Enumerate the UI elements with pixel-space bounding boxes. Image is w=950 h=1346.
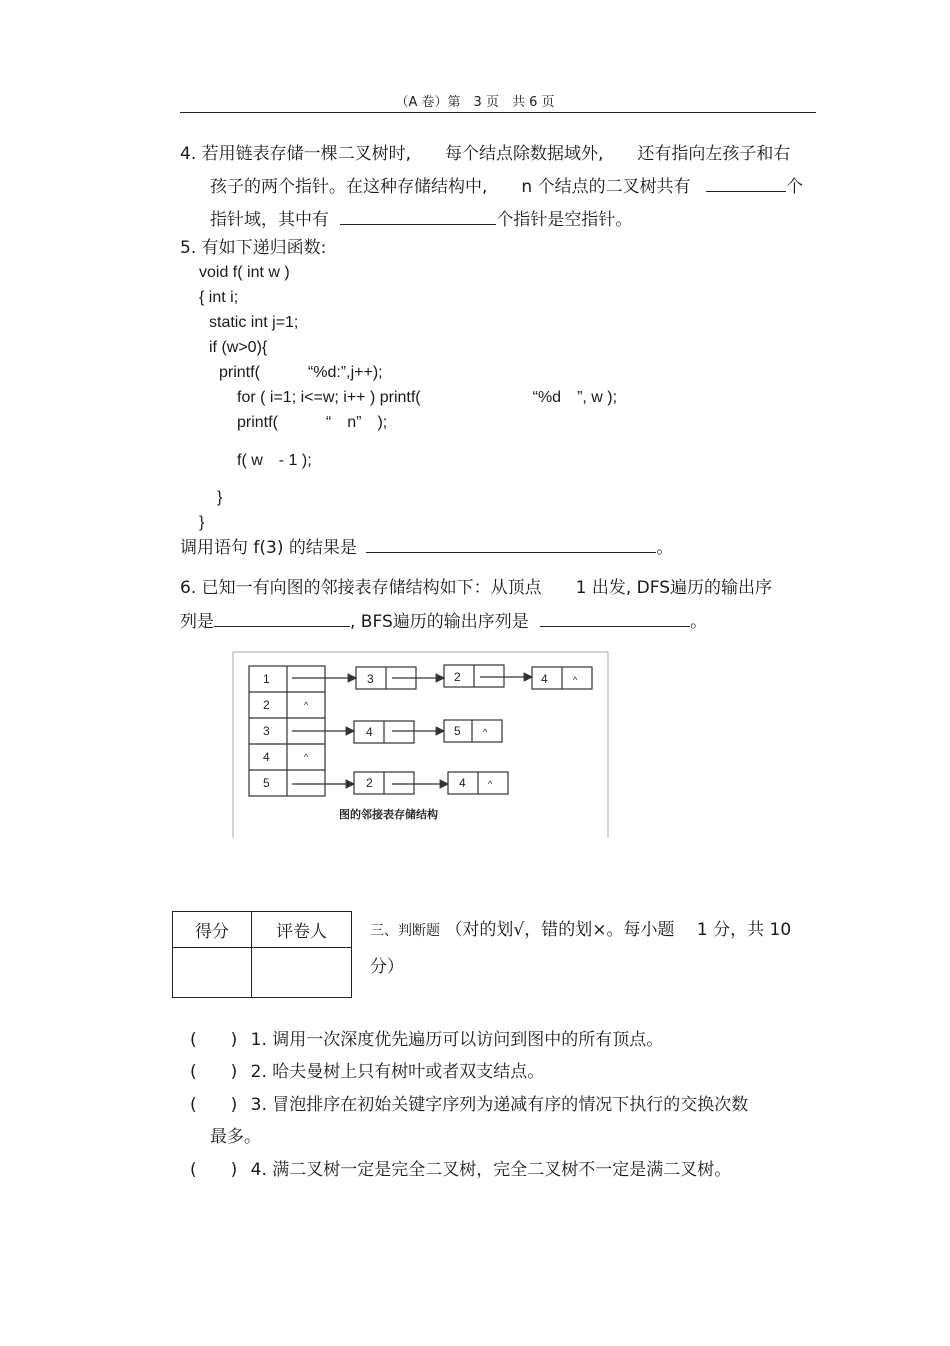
code-line: } <box>217 489 223 506</box>
q4-line2-text: 孩子的两个指针。在这种存储结构中, n 个结点的二叉树共有 <box>210 177 691 197</box>
score-header: 得分 <box>173 912 252 948</box>
header-rule <box>180 112 816 113</box>
section3-title <box>370 919 791 942</box>
null-mark: ^ <box>483 727 488 737</box>
code-line: void f( int w ) <box>199 264 290 281</box>
q6-line2-text: 列是 <box>180 612 214 632</box>
adjacency-list-figure <box>232 651 610 839</box>
score-cell[interactable] <box>173 948 252 998</box>
tf-answer-paren[interactable]: ( ) <box>190 1062 238 1082</box>
tf-text-continued: 最多。 <box>210 1127 261 1147</box>
q5-call-text: 调用语句 f(3) 的结果是 <box>180 538 357 558</box>
tf-text: 1. 调用一次深度优先遍历可以访问到图中的所有顶点。 <box>250 1030 664 1050</box>
null-mark: ^ <box>573 675 578 685</box>
tf-item <box>190 1061 544 1083</box>
tf-answer-paren[interactable]: ( ) <box>190 1095 238 1115</box>
q6-blank-bfs[interactable] <box>540 610 690 627</box>
q5-call-end: 。 <box>656 538 674 558</box>
code-line: f( w - 1 ); <box>237 452 312 469</box>
tf-text: 4. 满二叉树一定是完全二叉树，完全二叉树不一定是满二叉树。 <box>250 1160 732 1180</box>
vertex-label: 3 <box>263 724 270 738</box>
score-table <box>172 911 352 998</box>
section3-title-label: 三、判断题 <box>370 923 440 939</box>
tf-item <box>190 1094 748 1116</box>
q5-blank-result[interactable] <box>366 536 656 553</box>
code-line: if (w>0){ <box>209 339 268 356</box>
null-mark: ^ <box>488 779 493 789</box>
grader-cell[interactable] <box>252 948 352 998</box>
section3-title-rest: （对的划√，错的划×。每小题 1 分，共 10 <box>445 920 792 940</box>
list-node-value: 2 <box>454 670 461 684</box>
q4-line3 <box>210 208 632 231</box>
vertex-label: 5 <box>263 776 270 790</box>
tf-text: 3. 冒泡排序在初始关键字序列为递减有序的情况下执行的交换次数 <box>250 1095 749 1115</box>
q6-line1: 6. 已知一有向图的邻接表存储结构如下：从顶点 1 出发, DFS遍历的输出序 <box>180 578 773 598</box>
code-line: { int i; <box>199 289 239 306</box>
list-node-value: 4 <box>366 725 373 739</box>
list-node-value: 3 <box>367 672 374 686</box>
vertex-label: 2 <box>263 698 270 712</box>
vertex-label: 1 <box>263 672 270 686</box>
q6-blank-dfs[interactable] <box>214 610 350 627</box>
tf-text: 2. 哈夫曼树上只有树叶或者双支结点。 <box>250 1062 545 1082</box>
tf-answer-paren[interactable]: ( ) <box>190 1030 238 1050</box>
q4-blank-pointer-count[interactable] <box>706 175 786 192</box>
q6-line2-mid: , BFS遍历的输出序列是 <box>350 612 529 632</box>
q4-line1: 4. 若用链表存储一棵二叉树时, 每个结点除数据域外, 还有指向左孩子和右 <box>180 144 791 164</box>
figure-caption: 图的邻接表存储结构 <box>339 809 438 821</box>
page-header: （A 卷）第 3 页 共 6 页 <box>395 95 555 110</box>
q6-line2-end: 。 <box>690 612 708 632</box>
code-line: } <box>199 514 205 531</box>
section3-title-line2: 分） <box>370 957 404 977</box>
tf-item <box>190 1159 731 1181</box>
null-mark: ^ <box>304 700 309 710</box>
q6-line2 <box>180 610 707 633</box>
code-line: printf( “%d:”,j++); <box>219 364 383 381</box>
q5-call-line <box>180 536 673 559</box>
tf-answer-paren[interactable]: ( ) <box>190 1160 238 1180</box>
q4-line2 <box>210 175 803 198</box>
list-node-value: 5 <box>454 724 461 738</box>
tf-item <box>190 1029 663 1051</box>
grader-header: 评卷人 <box>252 912 352 948</box>
q4-line3-text: 指针域，其中有 <box>210 210 329 230</box>
code-line: for ( i=1; i<=w; i++ ) printf( “%d ”, w ); <box>237 389 618 406</box>
q4-blank-null-count[interactable] <box>340 208 496 225</box>
list-node-value: 4 <box>541 672 548 686</box>
null-mark: ^ <box>304 752 309 762</box>
list-node-value: 4 <box>459 776 466 790</box>
q4-line2-tail: 个 <box>786 177 803 197</box>
list-node-value: 2 <box>366 776 373 790</box>
code-line: printf( “ n” ); <box>237 414 388 431</box>
vertex-label: 4 <box>263 750 270 764</box>
q4-line3-tail: 个指针是空指针。 <box>496 210 633 230</box>
code-line: static int j=1; <box>209 314 299 331</box>
q5-title: 5. 有如下递归函数: <box>180 238 327 258</box>
